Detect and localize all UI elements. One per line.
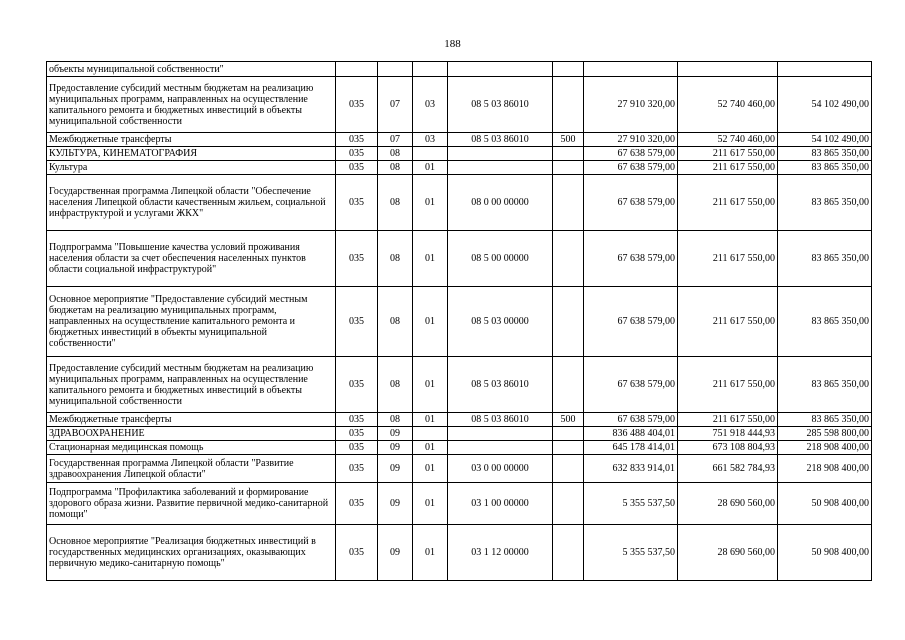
section-code-cell: 07 [378,77,413,133]
row-name-cell: Стационарная медицинская помощь [47,441,336,455]
amount-year-2-cell: 673 108 804,93 [678,441,778,455]
target-article-cell: 08 0 00 00000 [448,175,553,231]
section-code-cell: 09 [378,427,413,441]
table-row [47,231,872,287]
amount-year-2-cell: 211 617 550,00 [678,413,778,427]
amount-year-2-cell [678,62,778,77]
row-name-cell: объекты муниципальной собственности" [47,62,336,77]
table-row [47,62,872,77]
amount-year-3-cell: 50 908 400,00 [778,483,872,525]
amount-year-1-cell: 27 910 320,00 [584,77,678,133]
target-article-cell [448,147,553,161]
target-article-cell [448,161,553,175]
section-code-cell: 09 [378,455,413,483]
budget-table [46,61,872,581]
subsection-code-cell: 01 [413,525,448,581]
amount-year-3-cell: 285 598 800,00 [778,427,872,441]
section-code-cell: 08 [378,413,413,427]
row-name-cell: Предоставление субсидий местным бюджетам на реализацию муниципальных программ, направленных на осуществление капитального ремонта и бюджетных инвестиций в объекты муниципальной собственности [47,77,336,133]
amount-year-2-cell: 28 690 560,00 [678,483,778,525]
amount-year-3-cell: 54 102 490,00 [778,133,872,147]
subsection-code-cell: 01 [413,413,448,427]
amount-year-2-cell: 211 617 550,00 [678,231,778,287]
amount-year-3-cell: 54 102 490,00 [778,77,872,133]
row-name-cell: Подпрограмма "Профилактика заболеваний и формирование здорового образа жизни. Развитие первичной медико-санитарной помощи" [47,483,336,525]
amount-year-3-cell [778,62,872,77]
admin-code-cell [336,62,378,77]
expense-type-cell [553,441,584,455]
section-code-cell: 08 [378,175,413,231]
admin-code-cell: 035 [336,77,378,133]
amount-year-3-cell: 83 865 350,00 [778,357,872,413]
expense-type-cell [553,525,584,581]
table-row [47,357,872,413]
table-row [47,413,872,427]
admin-code-cell: 035 [336,455,378,483]
row-name-cell: Предоставление субсидий местным бюджетам на реализацию муниципальных программ, направленных на осуществление капитального ремонта и бюджетных инвестиций в объекты муниципальной собственности [47,357,336,413]
amount-year-1-cell: 836 488 404,01 [584,427,678,441]
subsection-code-cell [413,427,448,441]
admin-code-cell: 035 [336,175,378,231]
amount-year-3-cell: 83 865 350,00 [778,413,872,427]
admin-code-cell: 035 [336,427,378,441]
section-code-cell: 08 [378,231,413,287]
target-article-cell: 08 5 03 86010 [448,413,553,427]
subsection-code-cell: 03 [413,133,448,147]
target-article-cell: 08 5 03 86010 [448,357,553,413]
admin-code-cell: 035 [336,357,378,413]
row-name-cell: Основное мероприятие "Реализация бюджетных инвестиций в государственных медицинских организациях, оказывающих первичную медико-санитарную помощь" [47,525,336,581]
amount-year-1-cell: 645 178 414,01 [584,441,678,455]
admin-code-cell: 035 [336,525,378,581]
target-article-cell: 08 5 00 00000 [448,231,553,287]
target-article-cell: 03 1 12 00000 [448,525,553,581]
section-code-cell: 08 [378,147,413,161]
admin-code-cell: 035 [336,413,378,427]
admin-code-cell: 035 [336,287,378,357]
expense-type-cell [553,62,584,77]
amount-year-3-cell: 50 908 400,00 [778,525,872,581]
target-article-cell: 08 5 03 00000 [448,287,553,357]
amount-year-2-cell: 751 918 444,93 [678,427,778,441]
expense-type-cell [553,427,584,441]
subsection-code-cell: 01 [413,231,448,287]
amount-year-3-cell: 83 865 350,00 [778,287,872,357]
amount-year-1-cell: 632 833 914,01 [584,455,678,483]
expense-type-cell [553,231,584,287]
amount-year-1-cell [584,62,678,77]
amount-year-1-cell: 67 638 579,00 [584,287,678,357]
amount-year-3-cell: 218 908 400,00 [778,441,872,455]
subsection-code-cell [413,62,448,77]
row-name-cell: ЗДРАВООХРАНЕНИЕ [47,427,336,441]
subsection-code-cell: 01 [413,483,448,525]
expense-type-cell [553,455,584,483]
amount-year-1-cell: 67 638 579,00 [584,175,678,231]
amount-year-2-cell: 211 617 550,00 [678,287,778,357]
target-article-cell: 03 0 00 00000 [448,455,553,483]
table-row [47,455,872,483]
row-name-cell: Основное мероприятие "Предоставление субсидий местным бюджетам на реализацию муниципальных программ, направленных на осуществление капитального ремонта и бюджетных инвестиций в объекты муниципальной собственности" [47,287,336,357]
amount-year-3-cell: 83 865 350,00 [778,231,872,287]
amount-year-2-cell: 211 617 550,00 [678,147,778,161]
target-article-cell [448,441,553,455]
subsection-code-cell: 01 [413,441,448,455]
amount-year-1-cell: 67 638 579,00 [584,413,678,427]
table-row [47,133,872,147]
admin-code-cell: 035 [336,441,378,455]
table-row [47,161,872,175]
row-name-cell: Межбюджетные трансферты [47,133,336,147]
target-article-cell [448,427,553,441]
table-row [47,427,872,441]
admin-code-cell: 035 [336,147,378,161]
section-code-cell [378,62,413,77]
amount-year-2-cell: 211 617 550,00 [678,161,778,175]
row-name-cell: Культура [47,161,336,175]
row-name-cell: Государственная программа Липецкой области "Обеспечение населения Липецкой области качественным жильем, социальной инфраструктурой и услугами ЖКХ" [47,175,336,231]
amount-year-1-cell: 5 355 537,50 [584,483,678,525]
target-article-cell [448,62,553,77]
expense-type-cell [553,483,584,525]
section-code-cell: 08 [378,357,413,413]
subsection-code-cell: 01 [413,357,448,413]
expense-type-cell [553,147,584,161]
table-row [47,77,872,133]
table-row [47,147,872,161]
amount-year-1-cell: 67 638 579,00 [584,161,678,175]
row-name-cell: Подпрограмма "Повышение качества условий проживания населения области за счет обеспечения населенных пунктов области социальной инфраструктурой" [47,231,336,287]
table-row [47,483,872,525]
row-name-cell: КУЛЬТУРА, КИНЕМАТОГРАФИЯ [47,147,336,161]
expense-type-cell [553,287,584,357]
amount-year-2-cell: 211 617 550,00 [678,357,778,413]
section-code-cell: 09 [378,525,413,581]
table-row [47,287,872,357]
amount-year-2-cell: 211 617 550,00 [678,175,778,231]
expense-type-cell [553,357,584,413]
admin-code-cell: 035 [336,133,378,147]
amount-year-1-cell: 67 638 579,00 [584,231,678,287]
amount-year-2-cell: 52 740 460,00 [678,133,778,147]
expense-type-cell [553,77,584,133]
amount-year-2-cell: 28 690 560,00 [678,525,778,581]
admin-code-cell: 035 [336,161,378,175]
admin-code-cell: 035 [336,483,378,525]
subsection-code-cell: 01 [413,175,448,231]
row-name-cell: Государственная программа Липецкой области "Развитие здравоохранения Липецкой области" [47,455,336,483]
amount-year-3-cell: 83 865 350,00 [778,175,872,231]
amount-year-3-cell: 83 865 350,00 [778,147,872,161]
amount-year-2-cell: 52 740 460,00 [678,77,778,133]
row-name-cell: Межбюджетные трансферты [47,413,336,427]
amount-year-3-cell: 218 908 400,00 [778,455,872,483]
subsection-code-cell: 01 [413,287,448,357]
table-row [47,441,872,455]
amount-year-1-cell: 67 638 579,00 [584,147,678,161]
target-article-cell: 03 1 00 00000 [448,483,553,525]
amount-year-1-cell: 27 910 320,00 [584,133,678,147]
section-code-cell: 09 [378,441,413,455]
expense-type-cell: 500 [553,413,584,427]
expense-type-cell [553,175,584,231]
section-code-cell: 08 [378,161,413,175]
subsection-code-cell [413,147,448,161]
table-row [47,175,872,231]
section-code-cell: 07 [378,133,413,147]
amount-year-2-cell: 661 582 784,93 [678,455,778,483]
page-number: 188 [444,38,461,50]
section-code-cell: 08 [378,287,413,357]
amount-year-1-cell: 5 355 537,50 [584,525,678,581]
amount-year-1-cell: 67 638 579,00 [584,357,678,413]
target-article-cell: 08 5 03 86010 [448,77,553,133]
section-code-cell: 09 [378,483,413,525]
admin-code-cell: 035 [336,231,378,287]
target-article-cell: 08 5 03 86010 [448,133,553,147]
amount-year-3-cell: 83 865 350,00 [778,161,872,175]
expense-type-cell [553,161,584,175]
subsection-code-cell: 01 [413,455,448,483]
subsection-code-cell: 03 [413,77,448,133]
expense-type-cell: 500 [553,133,584,147]
subsection-code-cell: 01 [413,161,448,175]
table-row [47,525,872,581]
